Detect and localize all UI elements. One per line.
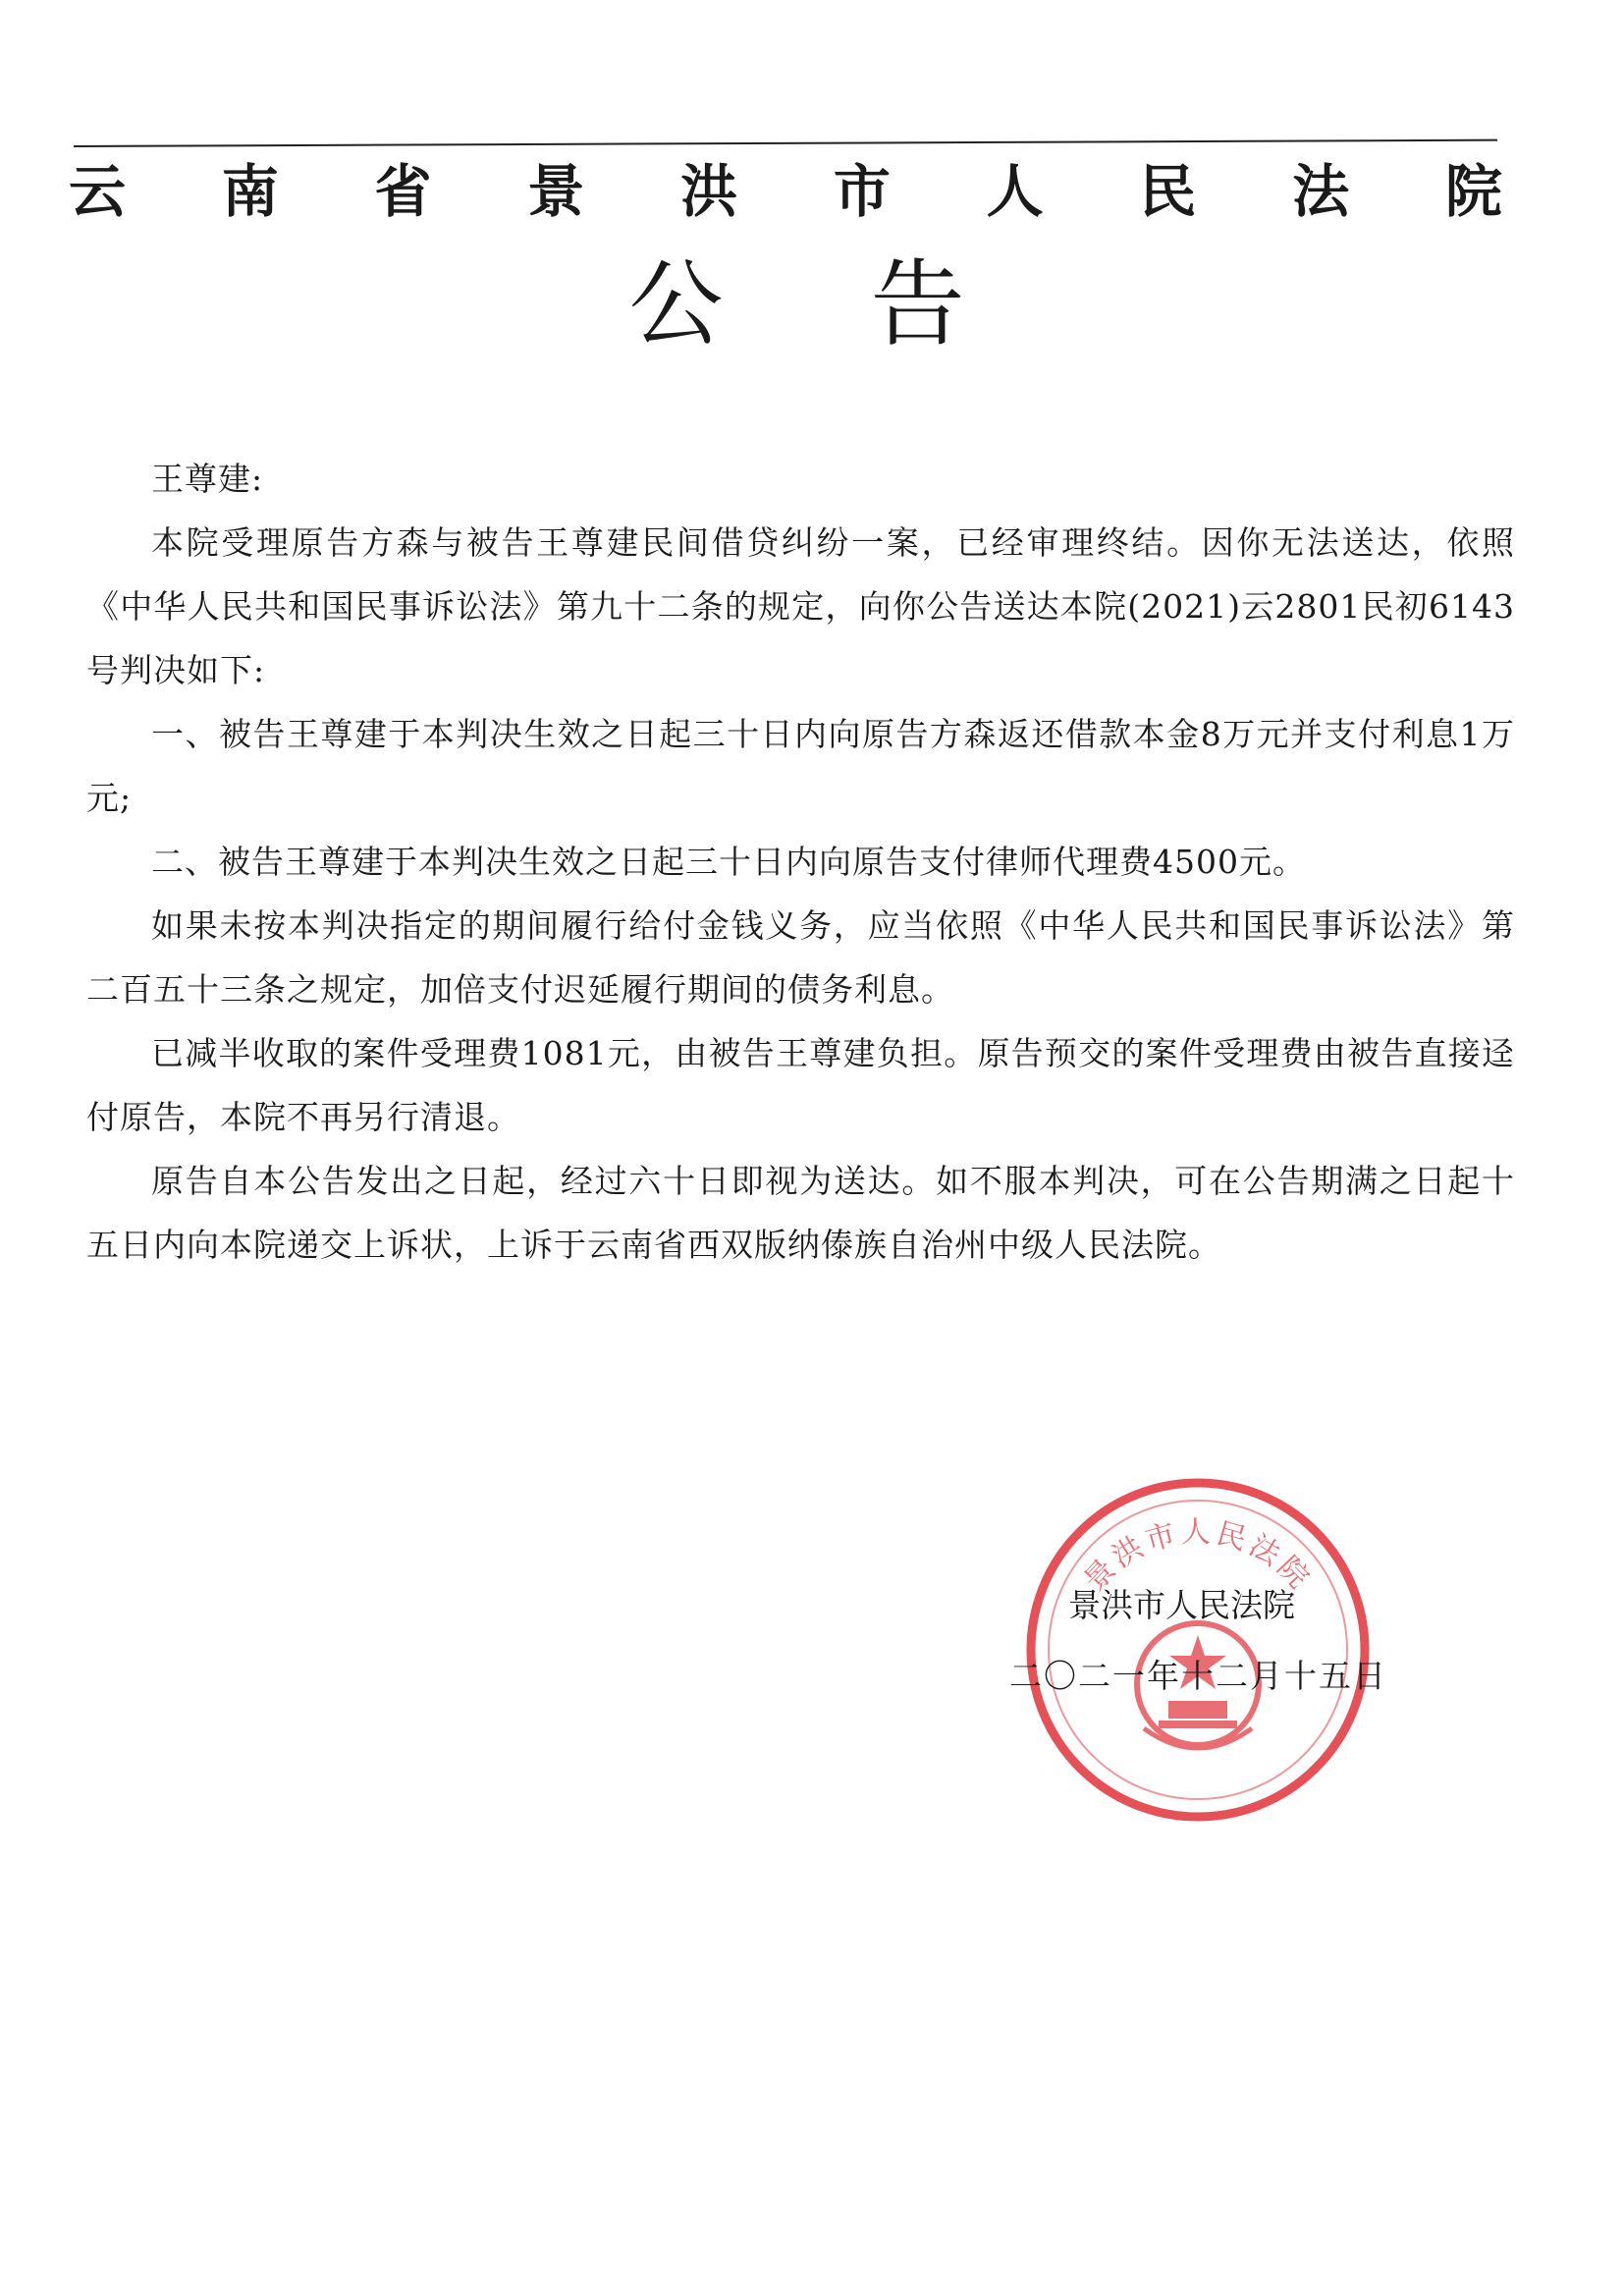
- signature-court: 景洪市人民法院: [1068, 1586, 1295, 1624]
- seal-text: 景洪市人民法院: [1077, 1515, 1319, 1599]
- court-name-char: 云: [69, 158, 127, 225]
- court-name-char: 法: [1292, 158, 1350, 225]
- court-name-char: 人: [986, 158, 1044, 225]
- body-paragraph: 已减半收取的案件受理费1081元，由被告王尊建负担。原告预交的案件受理费由被告直接迳付原告，本院不再另行清退。: [86, 1034, 1515, 1136]
- court-name-heading: [69, 147, 1502, 236]
- body-paragraph: 一、被告王尊建于本判决生效之日起三十日内向原告方森返还借款本金8万元并支付利息1万元;: [86, 715, 1515, 817]
- court-name-char: 民: [1139, 158, 1197, 225]
- court-name-char: 洪: [680, 158, 738, 225]
- document-title: 公告: [628, 249, 1112, 359]
- body-paragraph: 原告自本公告发出之日起，经过六十日即视为送达。如不服本判决，可在公告期满之日起十五日内向本院递交上诉状，上诉于云南省西双版纳傣族自治州中级人民法院。: [86, 1162, 1515, 1264]
- header-rule: [74, 139, 1497, 147]
- body-paragraph: 二、被告王尊建于本判决生效之日起三十日内向原告支付律师代理费4500元。: [151, 843, 1306, 881]
- court-name-char: 南: [221, 158, 279, 225]
- signature-block: [982, 1576, 1473, 1706]
- court-name-char: 市: [833, 158, 891, 225]
- court-name-char: 景: [527, 158, 585, 225]
- salutation: 王尊建:: [151, 460, 264, 498]
- court-name-char: 院: [1444, 158, 1502, 225]
- court-name-char: 省: [374, 158, 432, 225]
- body-paragraph: 本院受理原告方森与被告王尊建民间借贷纠纷一案，已经审理终结。因你无法送达，依照《中华人民共和国民事诉讼法》第九十二条的规定，向你公告送达本院(2021)云2801民初6143号判决如下:: [86, 523, 1515, 689]
- notice-body: [86, 447, 1515, 1277]
- signature-date: 二〇二一年十二月十五日: [1009, 1657, 1387, 1695]
- body-paragraph: 如果未按本判决指定的期间履行给付金钱义务，应当依照《中华人民共和国民事诉讼法》第二百五十三条之规定，加倍支付迟延履行期间的债务利息。: [86, 906, 1515, 1009]
